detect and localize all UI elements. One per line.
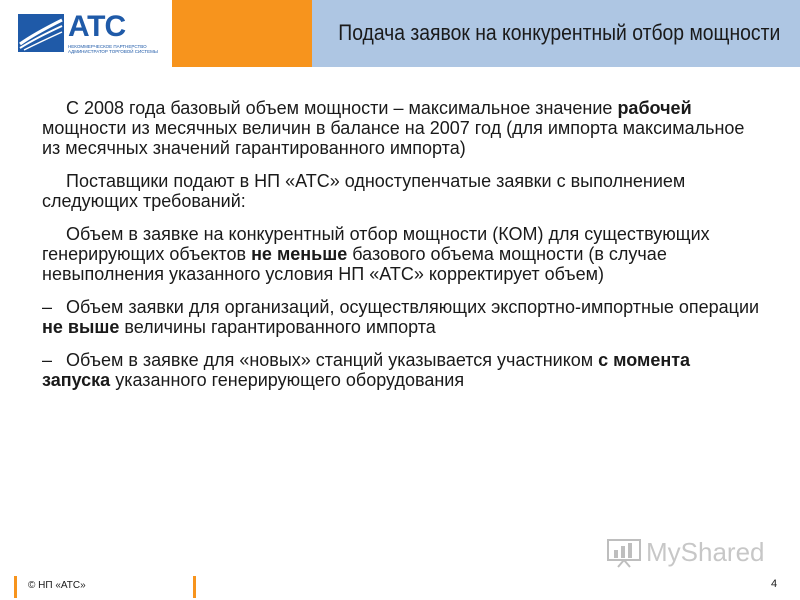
p1-text-c: мощности из месячных величин в балансе на 2007 год (для импорта максимальное из месячных значений гарантированного импорта): [42, 118, 745, 158]
p5-text-a: Объем в заявке для «новых» станций указывается участником: [66, 350, 599, 370]
paragraph-kom-volume: [42, 224, 762, 284]
paragraph-new-stations: [42, 350, 762, 390]
slide-title: Подача заявок на конкурентный отбор мощности: [337, 20, 780, 45]
p5-dash: –: [42, 350, 53, 370]
logo: [0, 0, 172, 67]
p3-bold: не меньше: [251, 244, 348, 264]
p4-text-a: Объем заявки для организаций, осуществляющих экспортно-импортные операции: [66, 297, 760, 317]
logo-mark-icon: [18, 14, 64, 52]
header-orange-band: [172, 0, 312, 67]
watermark: [606, 536, 765, 568]
page-number: 4: [771, 578, 778, 590]
slide-body: [42, 98, 762, 403]
footer-divider-left: [14, 576, 17, 598]
p4-text-c: величины гарантированного импорта: [119, 317, 436, 337]
p5-text-c: указанного генерирующего оборудования: [110, 370, 465, 390]
p5-bold: с момента запуска: [42, 350, 691, 390]
logo-text: АТС: [68, 10, 126, 43]
watermark-text: [646, 537, 765, 568]
footer-divider-right: [193, 576, 196, 598]
p1-bold: рабочей: [617, 98, 692, 118]
paragraph-suppliers: Поставщики подают в НП «АТС» одноступенчатые заявки с выполнением следующих требований:: [42, 171, 686, 211]
p3-text-a: Объем в заявке на конкурентный отбор мощности (КОМ) для существующих генерирующих объектов: [42, 224, 710, 264]
p1-text-a: С 2008 года базовый объем мощности – максимальное значение: [66, 98, 618, 118]
p4-dash: –: [42, 297, 53, 317]
watermark-text-a: My: [646, 536, 681, 567]
footer-copyright: © НП «АТС»: [28, 580, 86, 591]
watermark-text-b: Shared: [680, 536, 765, 567]
paragraph-export-import: [42, 297, 762, 337]
paragraph-base-volume: [42, 98, 762, 158]
presentation-board-icon: [606, 536, 642, 568]
slide-header: [0, 0, 800, 67]
logo-subtitle: НЕКОММЕРЧЕСКОЕ ПАРТНЕРСТВО АДМИНИСТРАТОР ТОРГОВОЙ СИСТЕМЫ: [68, 44, 158, 54]
p4-bold: не выше: [42, 317, 120, 337]
p3-text-c: базового объема мощности (в случае невыполнения указанного условия НП «АТС» корректирует объем): [42, 244, 667, 284]
